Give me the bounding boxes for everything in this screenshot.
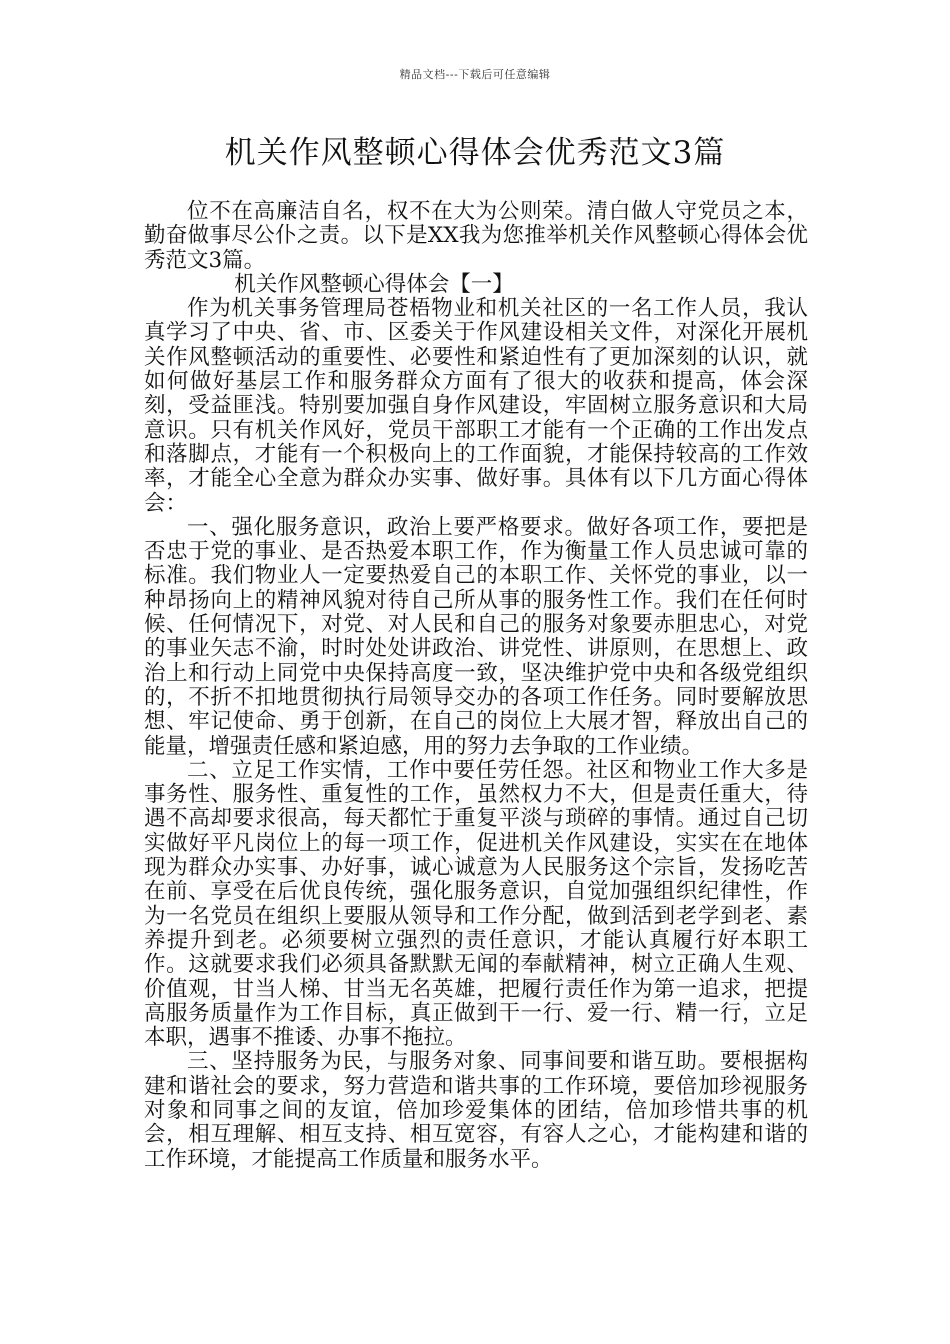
intro-paragraph: 位不在高廉洁自名，权不在大为公则荣。清白做人守党员之本，勤奋做事尽公仆之责。以下是XX我为您推举机关作风整顿心得体会优秀范文3篇。 [144, 199, 808, 273]
document-body [144, 200, 808, 1172]
section-heading: 机关作风整顿心得体会【一】 [234, 271, 514, 297]
body-paragraph: 一、强化服务意识，政治上要严格要求。做好各项工作，要把是否忠于党的事业、是否热爱本职工作，作为衡量工作人员忠诚可靠的标准。我们物业人一定要热爱自己的本职工作、关怀党的事业，以一种昂扬向上的精神风貌对待自己所从事的服务性工作。我们在任何时候、任何情况下，对党、对人民和自己的服务对象要赤胆忠心，对党的事业矢志不渝，时时处处讲政治、讲党性、讲原则，在思想上、政治上和行动上同党中央保持高度一致，坚决维护党中央和各级党组织的，不折不扣地贯彻执行局领导交办的各项工作任务。同时要解放思想、牢记使命、勇于创新，在自己的岗位上大展才智，释放出自己的能量，增强责任感和紧迫感，用的努力去争取的工作业绩。 [144, 514, 808, 759]
header-note: 精品文档---下载后可任意编辑 [399, 68, 551, 81]
body-paragraph: 三、坚持服务为民，与服务对象、同事间要和谐互助。要根据构建和谐社会的要求，努力营造和谐共事的工作环境，要倍加珍视服务对象和同事之间的友谊，倍加珍爱集体的团结，倍加珍惜共事的机会，相互理解、相互支持、相互宽容，有容人之心，才能构建和谐的工作环境，才能提高工作质量和服务水平。 [144, 1049, 808, 1172]
body-paragraph: 二、立足工作实情，工作中要任劳任怨。社区和物业工作大多是事务性、服务性、重复性的工作，虽然权力不大，但是责任重大，待遇不高却要求很高，每天都忙于重复平淡与琐碎的事情。通过自己切实做好平凡岗位上的每一项工作，促进机关作风建设，实实在在地体现为群众办实事、办好事，诚心诚意为人民服务这个宗旨，发扬吃苦在前、享受在后优良传统，强化服务意识，自觉加强组织纪律性，作为一名党员在组织上要服从领导和工作分配，做到活到老学到老、素养提升到老。必须要树立强烈的责任意识，才能认真履行好本职工作。这就要求我们必须具备默默无闻的奉献精神，树立正确人生观、价值观，甘当人梯、甘当无名英雄，把履行责任作为第一追求，把提高服务质量作为工作目标，真正做到干一行、爱一行、精一行，立足本职，遇事不推诿、办事不拖拉。 [144, 757, 808, 1051]
document-title: 机关作风整顿心得体会优秀范文3篇 [224, 135, 726, 171]
body-paragraph: 作为机关事务管理局苍梧物业和机关社区的一名工作人员，我认真学习了中央、省、市、区委关于作风建设相关文件，对深化开展机关作风整顿活动的重要性、必要性和紧迫性有了更加深刻的认识，就如何做好基层工作和服务群众方面有了很大的收获和提高，体会深刻，受益匪浅。特别要加强自身作风建设，牢固树立服务意识和大局意识。只有机关作风好，党员干部职工才能有一个正确的工作出发点和落脚点，才能有一个积极向上的工作面貌，才能保持较高的工作效率，才能全心全意为群众办实事、做好事。具体有以下几方面心得体会： [144, 296, 808, 516]
